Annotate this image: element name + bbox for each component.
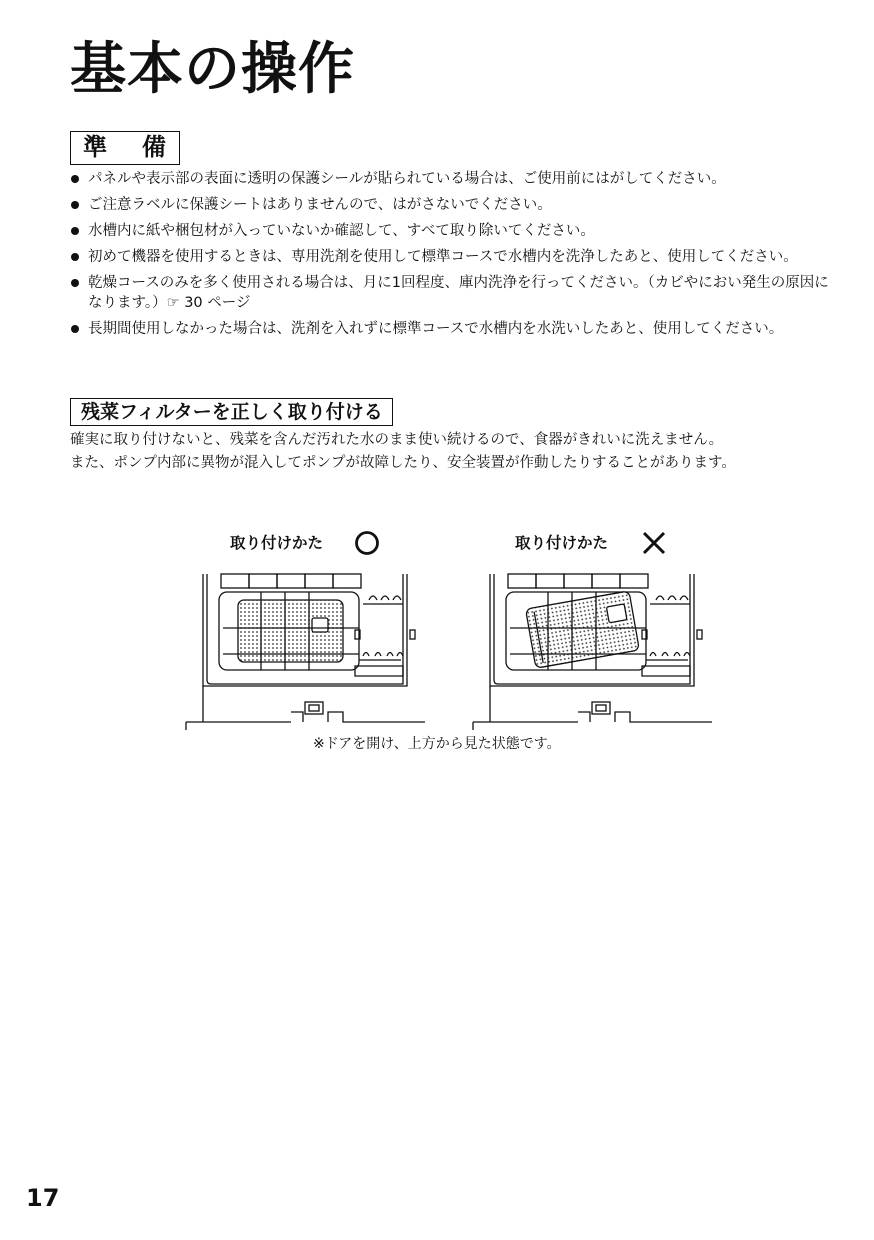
- list-item: 乾燥コースのみを多く使用される場合は、月に1回程度、庫内洗浄を行ってください。（カビやにおい発生の原因になります。）☞ 30 ページ: [70, 273, 840, 313]
- list-item: ご注意ラベルに保護シートはありませんので、はがさないでください。: [70, 195, 840, 215]
- correct-install-label: 取り付けかた: [230, 534, 324, 552]
- heading-char-1: 準: [83, 133, 107, 161]
- section-heading-preparation: [70, 131, 180, 165]
- list-item: 長期間使用しなかった場合は、洗剤を入れずに標準コースで水槽内を水洗いしたあと、使用してください。: [70, 319, 840, 339]
- list-item: パネルや表示部の表面に透明の保護シールが貼られている場合は、ご使用前にはがしてください。: [70, 169, 840, 189]
- filter-wrong-illustration: [470, 570, 715, 730]
- cross-ng-icon: [640, 529, 668, 557]
- filter-paragraph-1: 確実に取り付けないと、残菜を含んだ汚れた水のまま使い続けるので、食器がきれいに洗えません。: [70, 432, 724, 448]
- circle-ok-icon: [353, 529, 381, 557]
- wrong-install-label: 取り付けかた: [515, 534, 609, 552]
- list-item: 水槽内に紙や梱包材が入っていないか確認して、すべて取り除いてください。: [70, 221, 840, 241]
- list-item: 初めて機器を使用するときは、専用洗剤を使用して標準コースで水槽内を洗浄したあと、使用してください。: [70, 247, 840, 267]
- section-heading-filter: 残菜フィルターを正しく取り付ける: [70, 398, 393, 426]
- heading-char-2: 備: [142, 133, 166, 161]
- page-number: 17: [26, 1184, 60, 1212]
- page-title: 基本の操作: [70, 37, 355, 102]
- filter-paragraph-2: また、ポンプ内部に異物が混入してポンプが故障したり、安全装置が作動したりすることがあります。: [70, 455, 736, 471]
- preparation-list: [70, 169, 840, 345]
- figure-caption: ※ドアを開け、上方から見た状態です。: [313, 736, 561, 752]
- filter-correct-illustration: [183, 570, 428, 730]
